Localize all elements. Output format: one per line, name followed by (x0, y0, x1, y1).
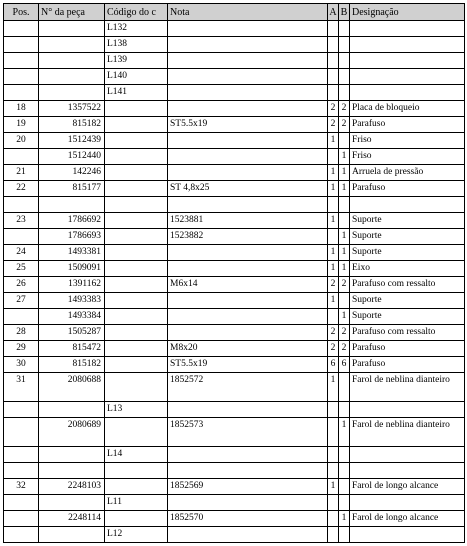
table-row (4, 511, 465, 527)
cell-code: L138 (105, 37, 168, 53)
table-row (4, 293, 465, 309)
cell-part-number: 1509091 (39, 261, 105, 277)
cell-code: L140 (105, 69, 168, 85)
cell-pos: 30 (4, 357, 39, 373)
cell-b (339, 213, 350, 229)
cell-designation (350, 527, 465, 543)
cell-designation (350, 463, 465, 479)
cell-note: M8x20 (168, 341, 328, 357)
cell-b (339, 21, 350, 37)
cell-code (105, 341, 168, 357)
cell-designation (350, 21, 465, 37)
cell-a (328, 21, 339, 37)
cell-b: 1 (339, 229, 350, 245)
cell-designation: Friso (350, 133, 465, 149)
cell-b (339, 447, 350, 463)
cell-pos: 22 (4, 181, 39, 197)
cell-designation: Parafuso com ressalto (350, 277, 465, 293)
cell-pos: 19 (4, 117, 39, 133)
cell-a: 1 (328, 133, 339, 149)
cell-pos: 29 (4, 341, 39, 357)
cell-a (328, 527, 339, 543)
cell-b: 2 (339, 101, 350, 117)
cell-part-number: 815182 (39, 117, 105, 133)
cell-note (168, 527, 328, 543)
cell-part-number (39, 53, 105, 69)
cell-b (339, 133, 350, 149)
cell-a (328, 402, 339, 418)
cell-b (339, 69, 350, 85)
cell-code (105, 293, 168, 309)
cell-note: ST5.5x19 (168, 117, 328, 133)
cell-designation: Eixo (350, 261, 465, 277)
cell-part-number (39, 37, 105, 53)
cell-pos (4, 463, 39, 479)
cell-b: 1 (339, 181, 350, 197)
cell-a (328, 447, 339, 463)
cell-pos (4, 85, 39, 101)
cell-note: 1852572 (168, 373, 328, 402)
cell-b: 2 (339, 325, 350, 341)
cell-a: 2 (328, 325, 339, 341)
table-row (4, 165, 465, 181)
cell-code (105, 357, 168, 373)
cell-code (105, 213, 168, 229)
cell-pos (4, 229, 39, 245)
cell-note (168, 133, 328, 149)
cell-part-number (39, 495, 105, 511)
cell-part-number (39, 69, 105, 85)
table-row (4, 149, 465, 165)
header-pos: Pos. (4, 4, 39, 21)
cell-b: 2 (339, 277, 350, 293)
cell-pos: 21 (4, 165, 39, 181)
cell-part-number: 1786692 (39, 213, 105, 229)
cell-a (328, 85, 339, 101)
cell-part-number: 1786693 (39, 229, 105, 245)
cell-a (328, 418, 339, 447)
table-row (4, 402, 465, 418)
cell-code (105, 373, 168, 402)
cell-code (105, 149, 168, 165)
cell-pos (4, 69, 39, 85)
cell-note (168, 21, 328, 37)
cell-note: 1852573 (168, 418, 328, 447)
table-row (4, 213, 465, 229)
table-header (4, 4, 465, 21)
cell-code: L12 (105, 527, 168, 543)
cell-a: 1 (328, 261, 339, 277)
cell-designation: Suporte (350, 213, 465, 229)
cell-pos: 31 (4, 373, 39, 402)
cell-designation (350, 69, 465, 85)
cell-designation (350, 197, 465, 213)
cell-pos (4, 511, 39, 527)
table-row (4, 53, 465, 69)
cell-part-number: 2080688 (39, 373, 105, 402)
cell-b (339, 463, 350, 479)
cell-a: 2 (328, 101, 339, 117)
cell-code (105, 309, 168, 325)
cell-part-number (39, 197, 105, 213)
cell-designation: Farol de neblina dianteiro (350, 373, 465, 402)
cell-part-number: 1493384 (39, 309, 105, 325)
table-row (4, 373, 465, 402)
table-row (4, 197, 465, 213)
cell-code: L141 (105, 85, 168, 101)
header-code: Código do c (105, 4, 168, 21)
cell-code (105, 261, 168, 277)
cell-note (168, 447, 328, 463)
cell-designation: Placa de bloqueio (350, 101, 465, 117)
cell-note (168, 149, 328, 165)
cell-b (339, 53, 350, 69)
cell-code (105, 463, 168, 479)
cell-note (168, 197, 328, 213)
cell-designation: Parafuso (350, 357, 465, 373)
table-row (4, 325, 465, 341)
cell-note (168, 325, 328, 341)
table-row (4, 495, 465, 511)
cell-a (328, 309, 339, 325)
cell-code: L14 (105, 447, 168, 463)
cell-note: 1852570 (168, 511, 328, 527)
cell-part-number (39, 402, 105, 418)
cell-note (168, 165, 328, 181)
cell-pos: 25 (4, 261, 39, 277)
header-b: B (339, 4, 350, 21)
cell-pos: 26 (4, 277, 39, 293)
cell-designation: Parafuso (350, 117, 465, 133)
cell-pos (4, 495, 39, 511)
cell-b (339, 37, 350, 53)
cell-b: 1 (339, 511, 350, 527)
table-row (4, 229, 465, 245)
header-row (4, 4, 465, 21)
cell-part-number: 2080689 (39, 418, 105, 447)
cell-code: L11 (105, 495, 168, 511)
cell-designation: Parafuso com ressalto (350, 325, 465, 341)
cell-a (328, 229, 339, 245)
table-row (4, 101, 465, 117)
cell-designation: Farol de longo alcance (350, 511, 465, 527)
cell-pos (4, 21, 39, 37)
cell-designation: Parafuso (350, 341, 465, 357)
cell-code (105, 117, 168, 133)
cell-pos (4, 37, 39, 53)
cell-designation: Arruela de pressão (350, 165, 465, 181)
cell-note (168, 495, 328, 511)
cell-part-number (39, 463, 105, 479)
table-row (4, 133, 465, 149)
cell-code (105, 479, 168, 495)
table-row (4, 527, 465, 543)
cell-code (105, 229, 168, 245)
cell-b: 1 (339, 165, 350, 181)
cell-designation (350, 37, 465, 53)
cell-part-number (39, 447, 105, 463)
table-row (4, 357, 465, 373)
cell-part-number: 1391162 (39, 277, 105, 293)
table-row (4, 309, 465, 325)
cell-pos (4, 402, 39, 418)
cell-designation: Suporte (350, 293, 465, 309)
cell-part-number: 2248103 (39, 479, 105, 495)
cell-designation (350, 495, 465, 511)
cell-part-number (39, 527, 105, 543)
cell-a (328, 69, 339, 85)
cell-a (328, 37, 339, 53)
table-row (4, 85, 465, 101)
cell-part-number: 1512440 (39, 149, 105, 165)
cell-b: 1 (339, 309, 350, 325)
cell-note (168, 85, 328, 101)
cell-pos (4, 53, 39, 69)
cell-code (105, 197, 168, 213)
cell-pos (4, 447, 39, 463)
table-row (4, 21, 465, 37)
cell-part-number: 815177 (39, 181, 105, 197)
cell-note (168, 463, 328, 479)
cell-note: ST5.5x19 (168, 357, 328, 373)
cell-pos (4, 309, 39, 325)
cell-b (339, 373, 350, 402)
cell-note (168, 402, 328, 418)
table-row (4, 261, 465, 277)
cell-b (339, 495, 350, 511)
cell-part-number: 815182 (39, 357, 105, 373)
cell-part-number (39, 21, 105, 37)
cell-a (328, 53, 339, 69)
cell-designation (350, 53, 465, 69)
cell-a: 2 (328, 341, 339, 357)
table-row (4, 117, 465, 133)
cell-note: ST 4,8x25 (168, 181, 328, 197)
table-row (4, 69, 465, 85)
cell-pos: 24 (4, 245, 39, 261)
cell-part-number: 2248114 (39, 511, 105, 527)
cell-b (339, 479, 350, 495)
cell-pos: 32 (4, 479, 39, 495)
cell-note (168, 309, 328, 325)
cell-a: 1 (328, 245, 339, 261)
cell-code (105, 511, 168, 527)
cell-note: 1523882 (168, 229, 328, 245)
header-designation: Designação (350, 4, 465, 21)
cell-code (105, 101, 168, 117)
cell-code: L132 (105, 21, 168, 37)
cell-designation: Suporte (350, 309, 465, 325)
cell-a: 2 (328, 117, 339, 133)
cell-designation (350, 85, 465, 101)
cell-a: 1 (328, 213, 339, 229)
header-a: A (328, 4, 339, 21)
header-part-number: N° da peça (39, 4, 105, 21)
table-row (4, 181, 465, 197)
cell-code (105, 245, 168, 261)
cell-a: 1 (328, 293, 339, 309)
parts-table (3, 3, 465, 543)
cell-code: L139 (105, 53, 168, 69)
cell-part-number: 1512439 (39, 133, 105, 149)
cell-code (105, 277, 168, 293)
cell-b (339, 293, 350, 309)
cell-a (328, 463, 339, 479)
table-row (4, 245, 465, 261)
cell-a: 1 (328, 479, 339, 495)
header-note: Nota (168, 4, 328, 21)
cell-a (328, 197, 339, 213)
cell-note: 1852569 (168, 479, 328, 495)
cell-designation: Parafuso (350, 181, 465, 197)
cell-b (339, 402, 350, 418)
cell-code (105, 418, 168, 447)
cell-pos: 27 (4, 293, 39, 309)
cell-b: 1 (339, 418, 350, 447)
table-row (4, 479, 465, 495)
table-row (4, 418, 465, 447)
cell-pos: 20 (4, 133, 39, 149)
cell-pos: 28 (4, 325, 39, 341)
table-row (4, 277, 465, 293)
cell-pos (4, 149, 39, 165)
cell-note (168, 101, 328, 117)
cell-note (168, 261, 328, 277)
cell-note (168, 245, 328, 261)
cell-pos (4, 527, 39, 543)
cell-b (339, 85, 350, 101)
cell-code (105, 181, 168, 197)
table-row (4, 447, 465, 463)
cell-code (105, 325, 168, 341)
cell-a: 1 (328, 373, 339, 402)
cell-part-number (39, 85, 105, 101)
cell-part-number: 1493383 (39, 293, 105, 309)
cell-note (168, 293, 328, 309)
cell-pos (4, 418, 39, 447)
cell-b: 2 (339, 117, 350, 133)
cell-b: 1 (339, 149, 350, 165)
cell-note (168, 53, 328, 69)
table-row (4, 341, 465, 357)
table-row (4, 463, 465, 479)
cell-a: 1 (328, 165, 339, 181)
cell-note (168, 37, 328, 53)
cell-b: 2 (339, 341, 350, 357)
cell-pos: 18 (4, 101, 39, 117)
cell-code (105, 165, 168, 181)
cell-a (328, 495, 339, 511)
cell-part-number: 1357522 (39, 101, 105, 117)
cell-part-number: 1493381 (39, 245, 105, 261)
cell-designation: Suporte (350, 245, 465, 261)
cell-note: 1523881 (168, 213, 328, 229)
cell-a (328, 511, 339, 527)
cell-b: 6 (339, 357, 350, 373)
table-body (4, 21, 465, 543)
cell-note: M6x14 (168, 277, 328, 293)
cell-a: 6 (328, 357, 339, 373)
cell-code: L13 (105, 402, 168, 418)
cell-designation: Farol de longo alcance (350, 479, 465, 495)
cell-designation: Farol de neblina dianteiro (350, 418, 465, 447)
cell-pos (4, 197, 39, 213)
cell-a: 1 (328, 181, 339, 197)
cell-b: 1 (339, 261, 350, 277)
cell-b (339, 197, 350, 213)
cell-a: 2 (328, 277, 339, 293)
cell-part-number: 142246 (39, 165, 105, 181)
cell-pos: 23 (4, 213, 39, 229)
cell-designation (350, 402, 465, 418)
cell-a (328, 149, 339, 165)
cell-note (168, 69, 328, 85)
cell-designation: Suporte (350, 229, 465, 245)
cell-part-number: 815472 (39, 341, 105, 357)
cell-part-number: 1505287 (39, 325, 105, 341)
cell-designation (350, 447, 465, 463)
table-row (4, 37, 465, 53)
cell-b: 1 (339, 245, 350, 261)
cell-b (339, 527, 350, 543)
cell-designation: Friso (350, 149, 465, 165)
cell-code (105, 133, 168, 149)
